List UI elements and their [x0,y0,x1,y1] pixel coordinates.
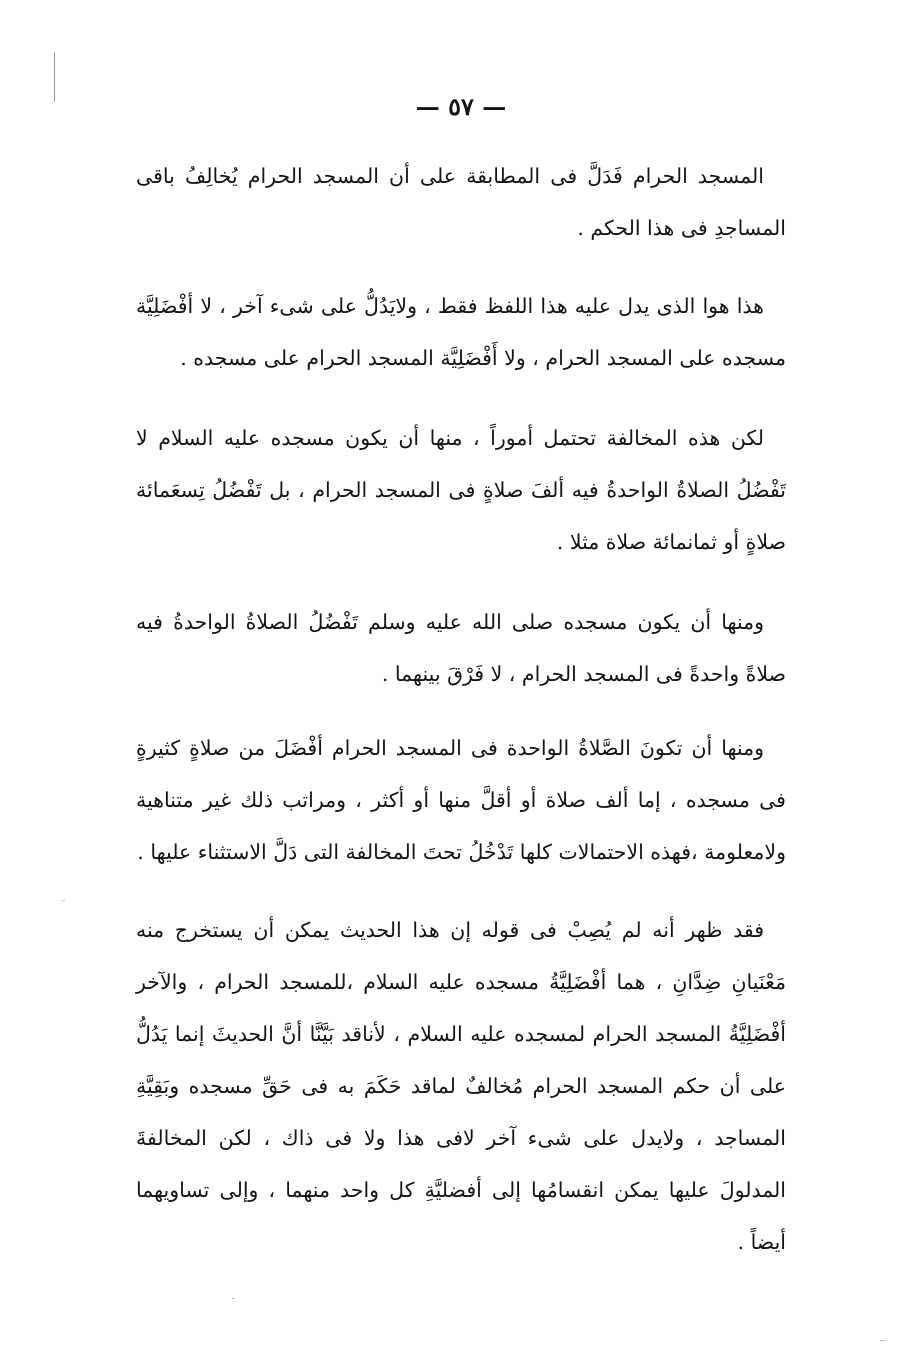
paragraph-5: ومنها أن تكونَ الصَّلاةُ الواحدة فى المسجد الحرام أفْضَلَ من صلاةٍ كثيرةٍ فى مسجده ، إما ألف صلاة أو أقلَّ منها أو أكثر ، ومراتب ذلك غير متناهية ولامعلومة ،فهذه الاحتمالات كلها تَدْخُلُ تحتَ المخالفة التى دَلَّ الاستثناء عليها . [136,736,786,864]
paragraph-2: هذا هوا الذى يدل عليه هذا اللفظ فقط ، ولايَدُلُّ على شىء آخر ، لا أفْضَلِيَّة مسجده على المسجد الحرام ، ولا أَفْضَلِيَّة المسجد الحرام على مسجده . [136,294,786,370]
page-body [136,150,786,1268]
paragraph-1: المسجد الحرام فَدَلَّ فى المطابقة على أن المسجد الحرام يُخالِفُ باقى المساجدِ فى هذا الحكم . [136,164,786,240]
scan-speck [62,900,65,901]
paragraph-4: ومنها أن يكون مسجده صلى الله عليه وسلم تَفْضُلُ الصلاةُ الواحدةُ فيه صلاةً واحدةً فى المسجد الحرام ، لا فَرْقَ بينهما . [136,610,786,686]
paragraph-6: فقد ظهر أنه لم يُصِبْ فى قوله إن هذا الحديث يمكن أن يستخرج منه مَعْنَيانِ ضِدَّانِ ، هما أفْضَلِيَّةُ مسجده عليه السلام ،للمسجد الحرام ، والآخر أفْضَلِيَّةُ المسجد الحرام لمسجده عليه السلام ، لأناقد بَيَّنَّا أنَّ الحديثَ إنما يَدُلُّ على أن حكم المسجد الحرام مُخالفٌ لماقد حَكَمَ به فى حَقِّ مسجده وبَقِيَّةِ المساجد ، ولايدل على شىء آخر لافى هذا ولا فى ذاك ، لكن المخالفةَ المدلولَ عليها يمكن انقسامُها إلى أفضليَّةِ كل واحد منهما ، وإلى تساويهما أيضاً . [136,918,786,1254]
scan-speck [880,1340,886,1341]
scan-speck [232,1298,235,1299]
paragraph-3: لكن هذه المخالفة تحتمل أموراً ، منها أن يكون مسجده عليه السلام لا تَفْضُلُ الصلاةُ الواحدةُ فيه ألفَ صلاةٍ فى المسجد الحرام ، بل تَفْضُلُ تِسعَمائة صلاةٍ أو ثمانمائة صلاة مثلا . [136,426,786,554]
page-number: — ٥٧ — [415,92,507,121]
